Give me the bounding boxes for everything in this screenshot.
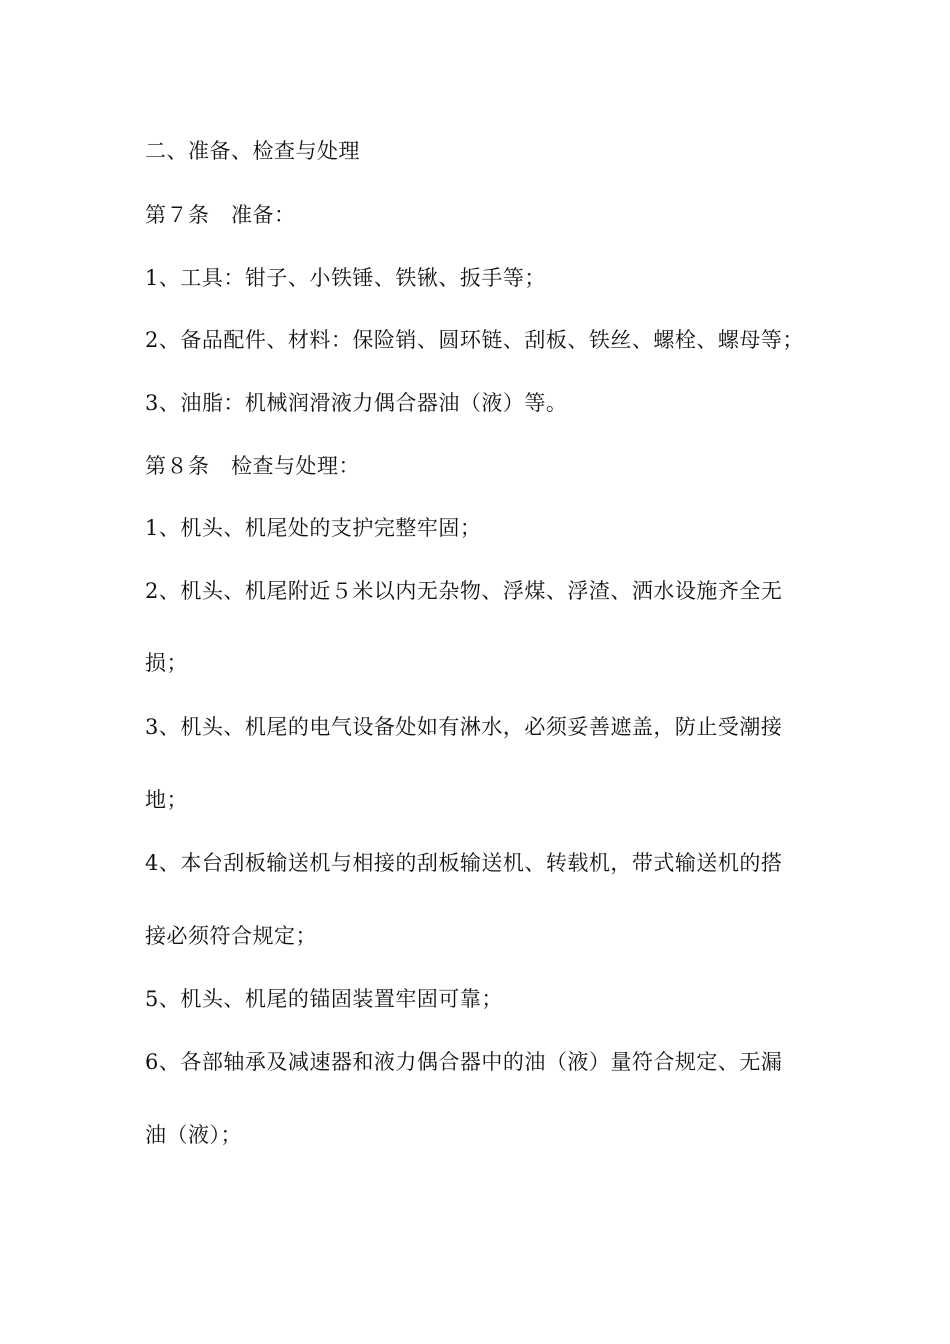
article-8-item-3-line-1: 3、机头、机尾的电气设备处如有淋水，必须妥善遮盖，防止受潮接 [145,715,783,739]
article-7-item-3: 3、油脂：机械润滑液力偶合器油（液）等。 [145,391,568,415]
article-8-item-6-line-2: 油（液）； [145,1123,242,1147]
article-7-title: 第７条 准备： [145,203,296,227]
article-8-item-4-line-1: 4、本台刮板输送机与相接的刮板输送机、转载机，带式输送机的搭 [145,851,783,875]
article-8-item-4-line-2: 接必须符合规定； [145,924,317,948]
article-7-item-2: 2、备品配件、材料：保险销、圆环链、刮板、铁丝、螺栓、螺母等； [145,328,804,352]
section-heading: 二、准备、检查与处理 [145,139,360,163]
article-8-item-1: 1、机头、机尾处的支护完整牢固； [145,516,482,540]
article-8-title: 第８条 检查与处理： [145,454,360,478]
article-8-item-5: 5、机头、机尾的锚固装置牢固可靠； [145,987,503,1011]
article-8-item-6-line-1: 6、各部轴承及减速器和液力偶合器中的油（液）量符合规定、无漏 [145,1050,783,1074]
article-8-item-3-line-2: 地； [145,788,188,812]
article-7-item-1: 1、工具：钳子、小铁锤、铁锹、扳手等； [145,266,546,290]
article-8-item-2-line-1: 2、机头、机尾附近５米以内无杂物、浮煤、浮渣、洒水设施齐全无 [145,579,783,603]
article-8-item-2-line-2: 损； [145,651,188,675]
